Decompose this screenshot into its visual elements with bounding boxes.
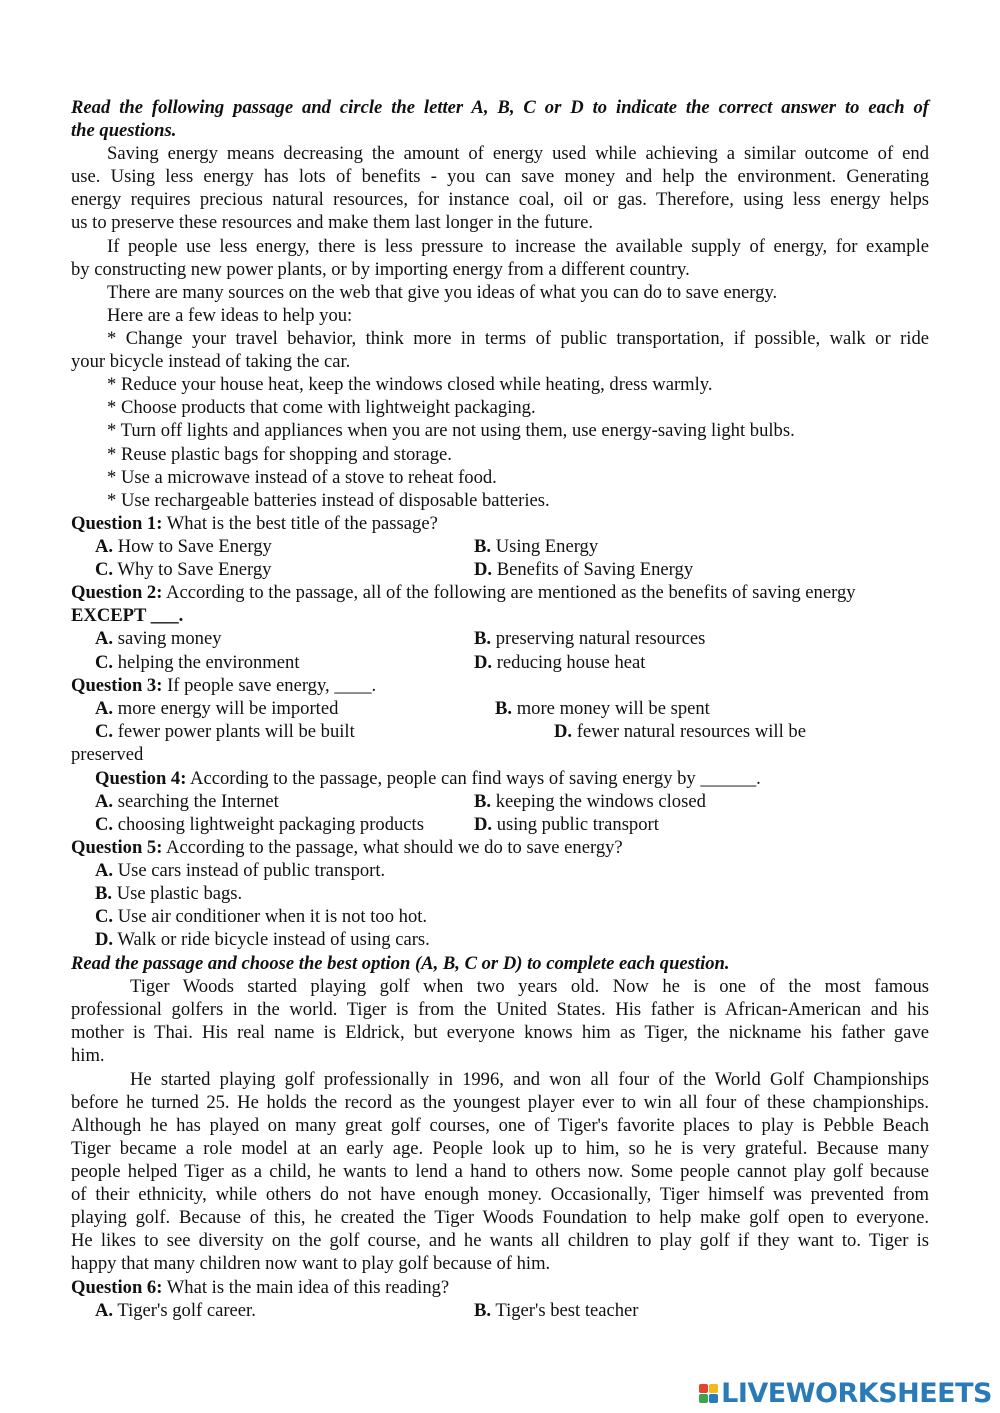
question-2 xyxy=(71,581,929,604)
option-letter: D. xyxy=(474,559,493,580)
option-text: more energy will be imported xyxy=(113,698,339,719)
option-letter: A. xyxy=(95,1300,114,1321)
q1-option-d[interactable] xyxy=(474,558,693,581)
option-text: Using Energy xyxy=(491,536,599,557)
option-letter: A. xyxy=(95,791,114,812)
question-2-cont: EXCEPT ___. xyxy=(71,605,184,626)
liveworksheets-logo-text: LIVEWORKSHEETS xyxy=(721,1377,992,1409)
q3-option-c[interactable] xyxy=(95,720,355,743)
option-text: Walk or ride bicycle instead of using cars. xyxy=(113,929,430,950)
option-letter: A. xyxy=(95,860,114,881)
passage1-line: Saving energy means decreasing the amount of energy used while achieving a similar outcome of end xyxy=(107,143,929,164)
q1-option-a[interactable] xyxy=(95,535,272,558)
option-letter: B. xyxy=(474,536,492,557)
option-text: How to Save Energy xyxy=(113,536,272,557)
liveworksheets-logo[interactable] xyxy=(699,1378,992,1408)
option-text: Use plastic bags. xyxy=(112,883,243,904)
question-text: According to the passage, all of the following are mentioned as the benefits of saving energy xyxy=(162,582,856,603)
question-text: According to the passage, what should we do to save energy? xyxy=(162,837,623,858)
passage1-line: Here are a few ideas to help you: xyxy=(107,305,353,326)
option-letter: A. xyxy=(95,628,114,649)
passage1-line: energy requires precious natural resources, for instance coal, oil or gas. Therefore, using less energy helps xyxy=(71,189,929,210)
question-5 xyxy=(71,836,929,859)
passage2-line: professional golfers in the world. Tiger is from the United States. His father is African-American and his xyxy=(71,999,929,1020)
idea-bullet: * Change your travel behavior, think more in terms of public transportation, if possible, walk or ride xyxy=(107,328,929,349)
question-text: What is the best title of the passage? xyxy=(162,513,438,534)
option-letter: C. xyxy=(95,721,114,742)
option-text: Tiger's best teacher xyxy=(491,1300,639,1321)
option-text: choosing lightweight packaging products xyxy=(113,814,424,835)
passage1-line: by constructing new power plants, or by importing energy from a different country. xyxy=(71,259,690,280)
option-letter: A. xyxy=(95,536,114,557)
idea-bullet: * Reuse plastic bags for shopping and storage. xyxy=(107,444,452,465)
option-text: fewer natural resources will be xyxy=(572,721,806,742)
option-text: helping the environment xyxy=(113,652,300,673)
q6-option-b[interactable] xyxy=(474,1299,639,1322)
idea-bullet: * Choose products that come with lightweight packaging. xyxy=(107,397,536,418)
option-text: saving money xyxy=(113,628,222,649)
question-6 xyxy=(71,1276,929,1299)
instruction-heading-1: Read the following passage and circle the letter A, B, C or D to indicate the correct answer to each of xyxy=(71,97,929,118)
passage1-line: If people use less energy, there is less pressure to increase the available supply of energy, for example xyxy=(107,236,929,257)
option-letter: B. xyxy=(95,883,113,904)
option-text: searching the Internet xyxy=(113,791,279,812)
q3-option-d[interactable] xyxy=(554,720,806,743)
option-letter: D. xyxy=(474,652,493,673)
option-letter: C. xyxy=(95,559,114,580)
liveworksheets-logo-icon xyxy=(699,1384,718,1403)
option-text: using public transport xyxy=(492,814,659,835)
question-label: Question 2: xyxy=(71,582,163,603)
q2-option-a[interactable] xyxy=(95,627,222,650)
question-text: According to the passage, people can find ways of saving energy by ______. xyxy=(186,768,761,789)
passage1-line: use. Using less energy has lots of benefits - you can save money and help the environment. Generating xyxy=(71,166,929,187)
option-text: reducing house heat xyxy=(492,652,646,673)
passage2-line: mother is Thai. His real name is Eldrick, but everyone knows him as Tiger, the nickname his father gave xyxy=(71,1022,929,1043)
passage2-line: before he turned 25. He holds the record as the youngest player ever to win all four of these championships. xyxy=(71,1092,929,1113)
question-label: Question 5: xyxy=(71,837,163,858)
q5-option-b[interactable] xyxy=(95,882,242,905)
question-4 xyxy=(95,767,761,790)
passage2-line: He started playing golf professionally in 1996, and won all four of the World Golf Championships xyxy=(130,1069,929,1090)
q3-option-d-cont: preserved xyxy=(71,744,144,765)
passage2-line: Although he has played on many great golf courses, one of Tiger's favorite places to play is Pebble Beach xyxy=(71,1115,929,1136)
option-letter: B. xyxy=(474,791,492,812)
option-text: Use cars instead of public transport. xyxy=(113,860,386,881)
q4-option-c[interactable] xyxy=(95,813,424,836)
option-letter: C. xyxy=(95,814,114,835)
question-text: What is the main idea of this reading? xyxy=(162,1277,450,1298)
option-letter: B. xyxy=(495,698,513,719)
question-3 xyxy=(71,674,929,697)
passage2-line: He likes to see diversity on the golf course, and he wants all children to play golf if they want to. Tiger is xyxy=(71,1230,929,1251)
option-letter: D. xyxy=(95,929,114,950)
passage2-line: him. xyxy=(71,1045,105,1066)
idea-bullet-cont: your bicycle instead of taking the car. xyxy=(71,351,351,372)
passage2-line: playing golf. Because of this, he created the Tiger Woods Foundation to help make golf open to everyone. xyxy=(71,1207,929,1228)
q3-option-b[interactable] xyxy=(495,697,710,720)
option-text: preserving natural resources xyxy=(491,628,706,649)
q5-option-c[interactable] xyxy=(95,905,427,928)
passage2-line: Tiger became a role model at an early age. People look up to him, so he is very grateful. Because many xyxy=(71,1138,929,1159)
option-text: Tiger's golf career. xyxy=(113,1300,256,1321)
q5-option-d[interactable] xyxy=(95,928,430,951)
option-text: more money will be spent xyxy=(512,698,710,719)
question-label: Question 6: xyxy=(71,1277,163,1298)
question-1 xyxy=(71,512,929,535)
q2-option-b[interactable] xyxy=(474,627,705,650)
option-letter: A. xyxy=(95,698,114,719)
option-letter: B. xyxy=(474,628,492,649)
q2-option-c[interactable] xyxy=(95,651,300,674)
question-label: Question 3: xyxy=(71,675,163,696)
q5-option-a[interactable] xyxy=(95,859,385,882)
instruction-heading-1-cont: the questions. xyxy=(71,120,177,141)
option-text: Why to Save Energy xyxy=(113,559,272,580)
question-label: Question 4: xyxy=(95,768,187,789)
q4-option-b[interactable] xyxy=(474,790,706,813)
q3-option-a[interactable] xyxy=(95,697,338,720)
q1-option-b[interactable] xyxy=(474,535,598,558)
passage2-line: of their ethnicity, while others do not have enough money. Occasionally, Tiger himself was prevented from xyxy=(71,1184,929,1205)
option-letter: C. xyxy=(95,652,114,673)
option-letter: C. xyxy=(95,906,114,927)
passage2-line: Tiger Woods started playing golf when two years old. Now he is one of the most famous xyxy=(130,976,929,997)
option-text: keeping the windows closed xyxy=(491,791,706,812)
passage1-line: us to preserve these resources and make them last longer in the future. xyxy=(71,212,593,233)
option-text: fewer power plants will be built xyxy=(113,721,355,742)
passage2-line: happy that many children now want to play golf because of him. xyxy=(71,1253,551,1274)
instruction-heading-2: Read the passage and choose the best option (A, B, C or D) to complete each question. xyxy=(71,953,730,974)
idea-bullet: * Use rechargeable batteries instead of disposable batteries. xyxy=(107,490,550,511)
option-letter: D. xyxy=(554,721,573,742)
q1-option-c[interactable] xyxy=(95,558,271,581)
question-label: Question 1: xyxy=(71,513,163,534)
q4-option-d[interactable] xyxy=(474,813,659,836)
option-letter: D. xyxy=(474,814,493,835)
idea-bullet: * Use a microwave instead of a stove to reheat food. xyxy=(107,467,497,488)
question-text: If people save energy, ____. xyxy=(162,675,377,696)
option-letter: B. xyxy=(474,1300,492,1321)
q4-option-a[interactable] xyxy=(95,790,279,813)
q6-option-a[interactable] xyxy=(95,1299,256,1322)
passage2-line: people helped Tiger as a child, he wants to lend a hand to others now. Some people cannot play golf because xyxy=(71,1161,929,1182)
idea-bullet: * Turn off lights and appliances when you are not using them, use energy-saving light bulbs. xyxy=(107,420,795,441)
q2-option-d[interactable] xyxy=(474,651,645,674)
idea-bullet: * Reduce your house heat, keep the windows closed while heating, dress warmly. xyxy=(107,374,713,395)
option-text: Use air conditioner when it is not too hot. xyxy=(113,906,428,927)
passage1-line: There are many sources on the web that give you ideas of what you can do to save energy. xyxy=(107,282,778,303)
option-text: Benefits of Saving Energy xyxy=(492,559,694,580)
